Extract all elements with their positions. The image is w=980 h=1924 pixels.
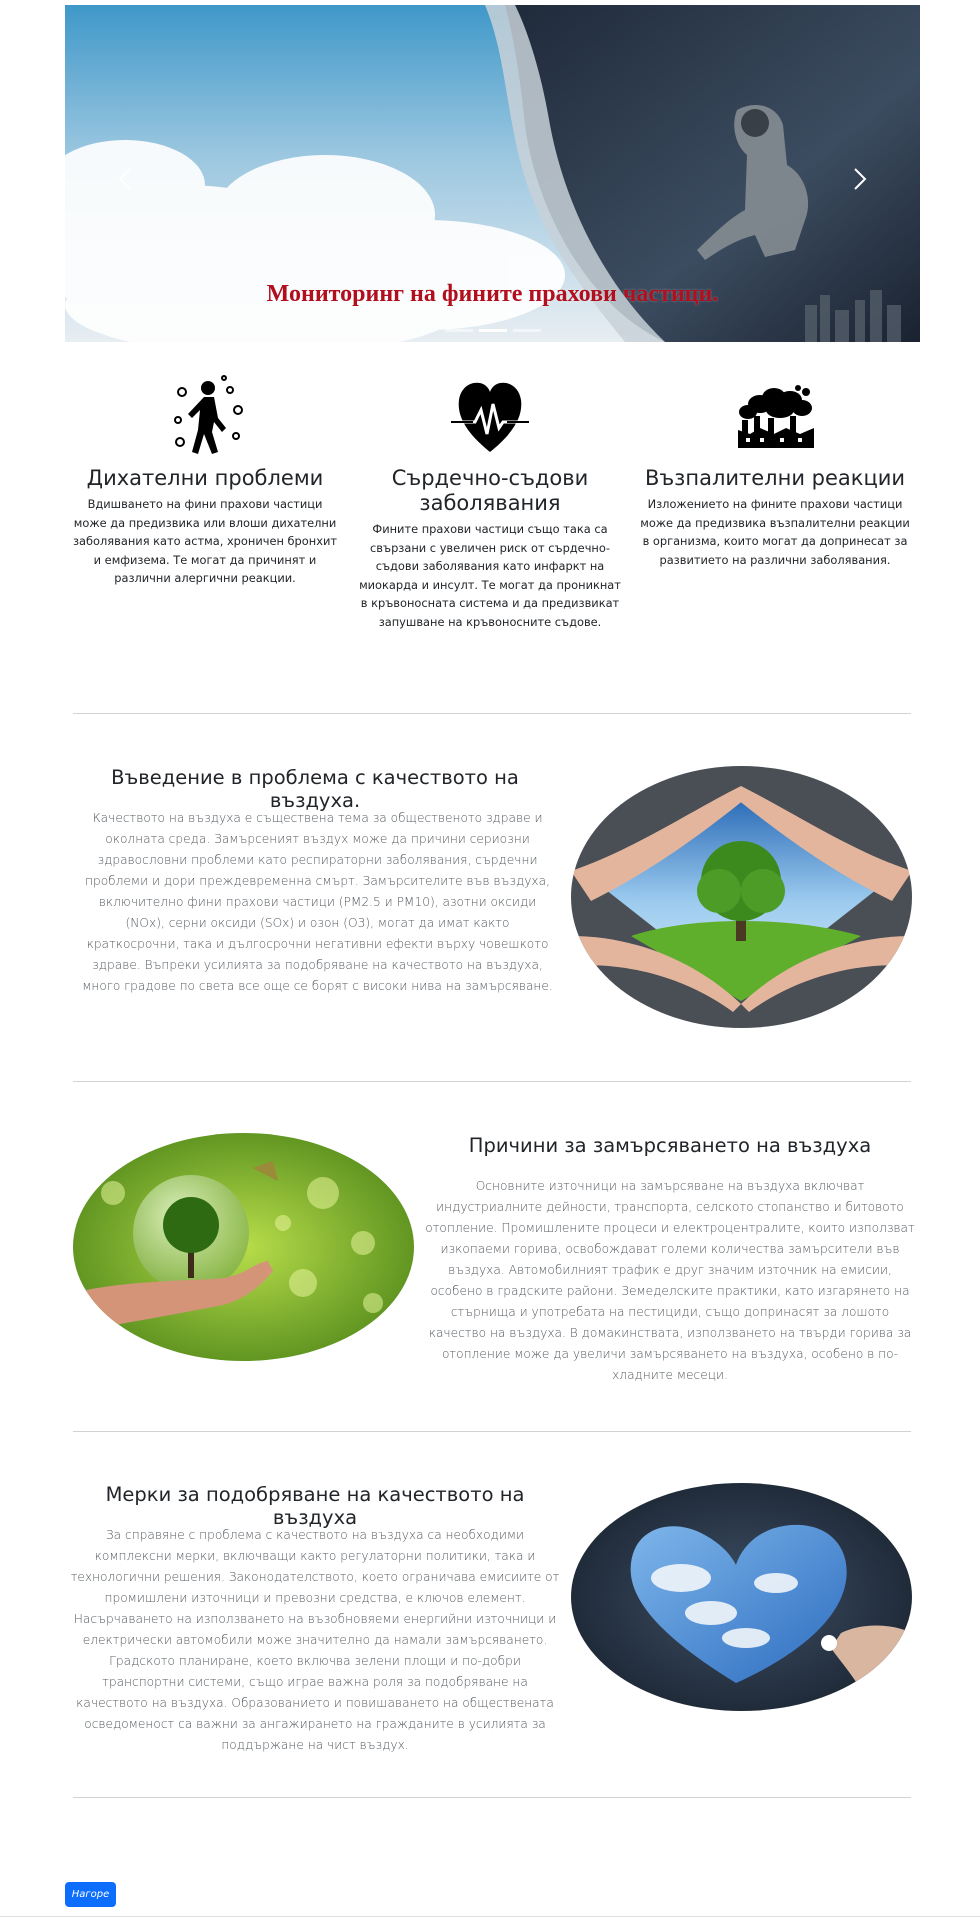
factory-smoke-icon [730, 370, 820, 460]
feature-respiratory [70, 370, 340, 588]
feature-title: Възпалителни реакции [644, 466, 906, 490]
carousel-indicator[interactable] [445, 329, 473, 332]
feature-title: Дихателни проблеми [86, 466, 324, 490]
section-text: Основните източници на замърсяване на въздуха включват индустриалните дейности, транспорта, селското стопанство и битовото отопление. Промишлените процеси и електроцентралите, които използват изкопаеми горива, освобождават големи количества замърсители във въздуха. Автомобилният трафик е друг значим източник на емисии, особено в градските райони. Земеделските практики, като изгарянето на стърнища и употребата на пестициди, също допринасят за лошото качество на въздуха. В домакинствата, използването на твърди горива за отопление може да увеличи замърсяването на въздуха, особено в по-хладните месеци. [425, 1179, 915, 1382]
section-text: За справяне с проблема с качеството на въздуха са необходими комплексни мерки, включващи както регулаторни политики, така и технологични решения. Законодателството, което ограничава емисиите от промишлени източници и превозни средства, е ключов елемент. Насърчаването на използването на възобновяеми енергийни източници и електрически автомобили може значително да намали замърсяването. Градското планиране, което включва зелени площи и по-добри транспортни системи, също играе важна роля за подобряване на качеството на въздуха. Образованието и повишаването на обществената осведоменост са важни за ангажирането на гражданите в усилията за поддържане на чист въздух. [70, 1528, 560, 1752]
chevron-right-icon [840, 155, 880, 203]
carousel-next-button[interactable] [840, 155, 880, 203]
section-title: Въведение в проблема с качеството на въздуха. [111, 766, 519, 812]
heart-pulse-icon [445, 370, 535, 460]
divider [73, 713, 911, 714]
carousel-prev-button[interactable] [105, 155, 145, 203]
back-to-top-button[interactable]: Нагоре [65, 1882, 116, 1907]
feature-inflammatory [640, 370, 910, 569]
person-pollution-icon [160, 370, 250, 460]
divider [73, 1431, 911, 1432]
feature-text: Изложението на фините прахови частици може да предизвика възпалителни реакции в организма, които могат да допринесат за развитието на различни заболявания. [640, 497, 910, 567]
hands-tree-image [571, 766, 912, 1028]
divider [73, 1797, 911, 1798]
carousel-indicator[interactable] [479, 329, 507, 332]
section-title: Причини за замърсяването на въздуха [468, 1134, 872, 1157]
chevron-left-icon [105, 155, 145, 203]
feature-cardiovascular [355, 370, 625, 631]
section-title: Мерки за подобряване на качеството на въздуха [105, 1483, 525, 1529]
feature-title: Сърдечно-съдови заболявания [391, 466, 589, 515]
globe-tree-hand-image [73, 1133, 414, 1361]
feature-text: Фините прахови частици също така са свързани с увеличен риск от сърдечно-съдови заболявания като инфаркт на миокарда и инсулт. Те могат да проникнат в кръвоносната система и да предизвикат запушване на кръвоносните съдове. [359, 522, 621, 629]
features-row [70, 370, 910, 640]
hero-carousel [65, 5, 920, 342]
feature-text: Вдишването на фини прахови частици може да предизвика или влоши дихателни заболявания като астма, хроничен бронхит и емфизема. Те могат да причинят и различни алергични реакции. [72, 497, 337, 585]
divider [73, 1081, 911, 1082]
carousel-indicators [65, 329, 920, 332]
section-text: Качеството на въздуха е съществена тема за общественото здраве и околната среда. Замърсеният въздух може да причини сериозни здравословни проблеми като респираторни заболявания, сърдечни проблеми и дори преждевременна смърт. Замърсителите във въздуха, включително фини прахови частици (PM2.5 и PM10), азотни оксиди (NOx), серни оксиди (SOx) и озон (O3), могат да имат както краткосрочни, така и дългосрочни негативни ефекти върху човешкото здраве. Въпреки усилията за подобряване на качеството на въздуха, много градове по света все още се борят с високи нива на замърсяване. [82, 811, 553, 993]
footer-divider [0, 1916, 980, 1917]
carousel-caption: Мониторинг на фините прахови частици. [266, 281, 719, 307]
heart-sky-image [571, 1483, 912, 1711]
carousel-indicator[interactable] [513, 329, 541, 332]
